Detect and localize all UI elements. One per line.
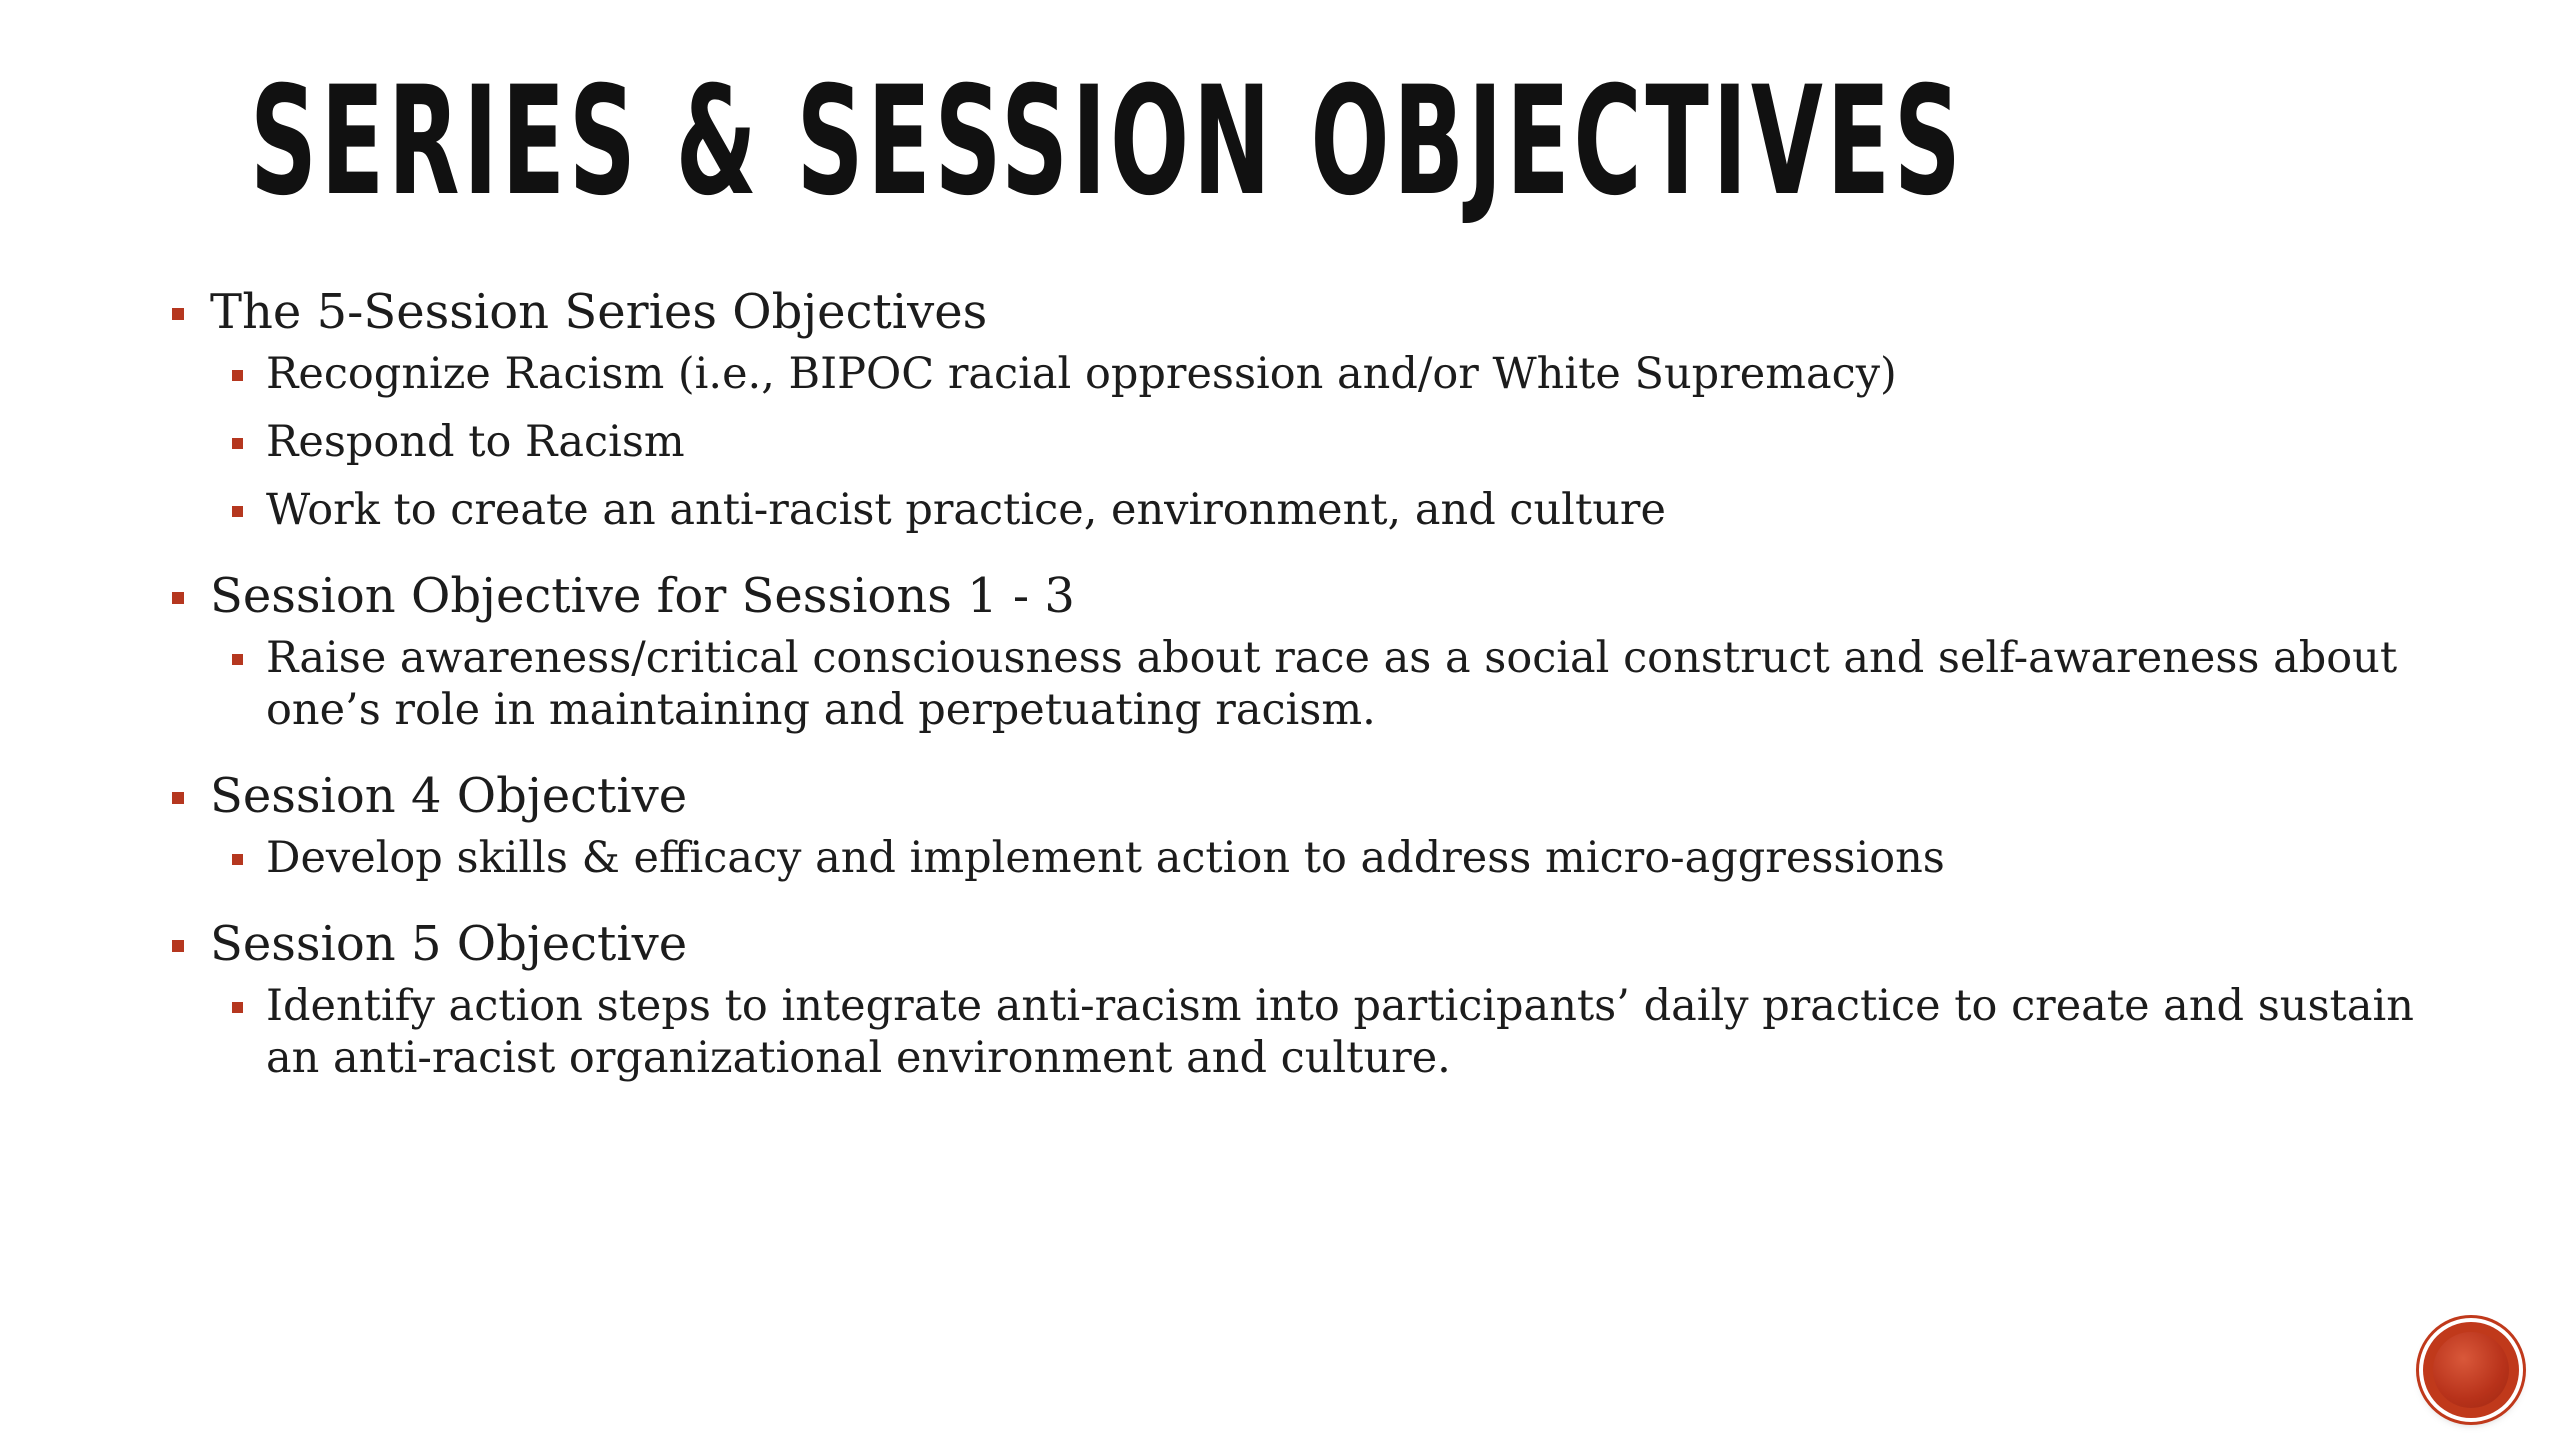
section-heading-text: Session Objective for Sessions 1 - 3 (210, 568, 1075, 624)
section-heading-text: Session 4 Objective (210, 768, 688, 824)
bullet-icon (232, 1002, 243, 1013)
list-item (230, 416, 2420, 468)
section-heading-sessions-1-3 (170, 566, 2420, 626)
bullet-icon (232, 506, 243, 517)
bullet-icon (172, 592, 184, 604)
list-item-text: Raise awareness/critical consciousness about race as a social construct and self-awareness about one’s role in maintaining and perpetuating racism. (266, 633, 2398, 735)
list-item (230, 832, 2420, 884)
list-item-text: Develop skills & efficacy and implement action to address micro-aggressions (266, 833, 1945, 883)
bullet-list (170, 282, 2420, 1084)
list-item-text: Recognize Racism (i.e., BIPOC racial oppression and/or White Supremacy) (266, 349, 1897, 399)
section-heading-text: The 5-Session Series Objectives (210, 284, 988, 340)
bullet-icon (172, 308, 184, 320)
bullet-icon (172, 940, 184, 952)
section-heading-text: Session 5 Objective (210, 916, 688, 972)
list-item-text: Identify action steps to integrate anti-racism into participants’ daily practice to create and sustain an anti-racist organizational environment and culture. (266, 981, 2414, 1083)
list-item (230, 348, 2420, 400)
list-item-text: Respond to Racism (266, 417, 685, 467)
bullet-icon (232, 438, 243, 449)
bullet-icon (232, 654, 243, 665)
section-heading-session-4 (170, 766, 2420, 826)
badge-circle-icon (2433, 1332, 2509, 1408)
bullet-icon (232, 370, 243, 381)
list-item (230, 484, 2420, 536)
list-item-text: Work to create an anti-racist practice, environment, and culture (266, 485, 1666, 535)
list-item (230, 980, 2420, 1084)
slide-title: SERIES & SESSION OBJECTIVES (250, 55, 1965, 229)
section-heading-series (170, 282, 2420, 342)
bullet-icon (232, 854, 243, 865)
section-heading-session-5 (170, 914, 2420, 974)
list-item (230, 632, 2420, 736)
slide-number-badge (2423, 1322, 2519, 1418)
bullet-icon (172, 792, 184, 804)
